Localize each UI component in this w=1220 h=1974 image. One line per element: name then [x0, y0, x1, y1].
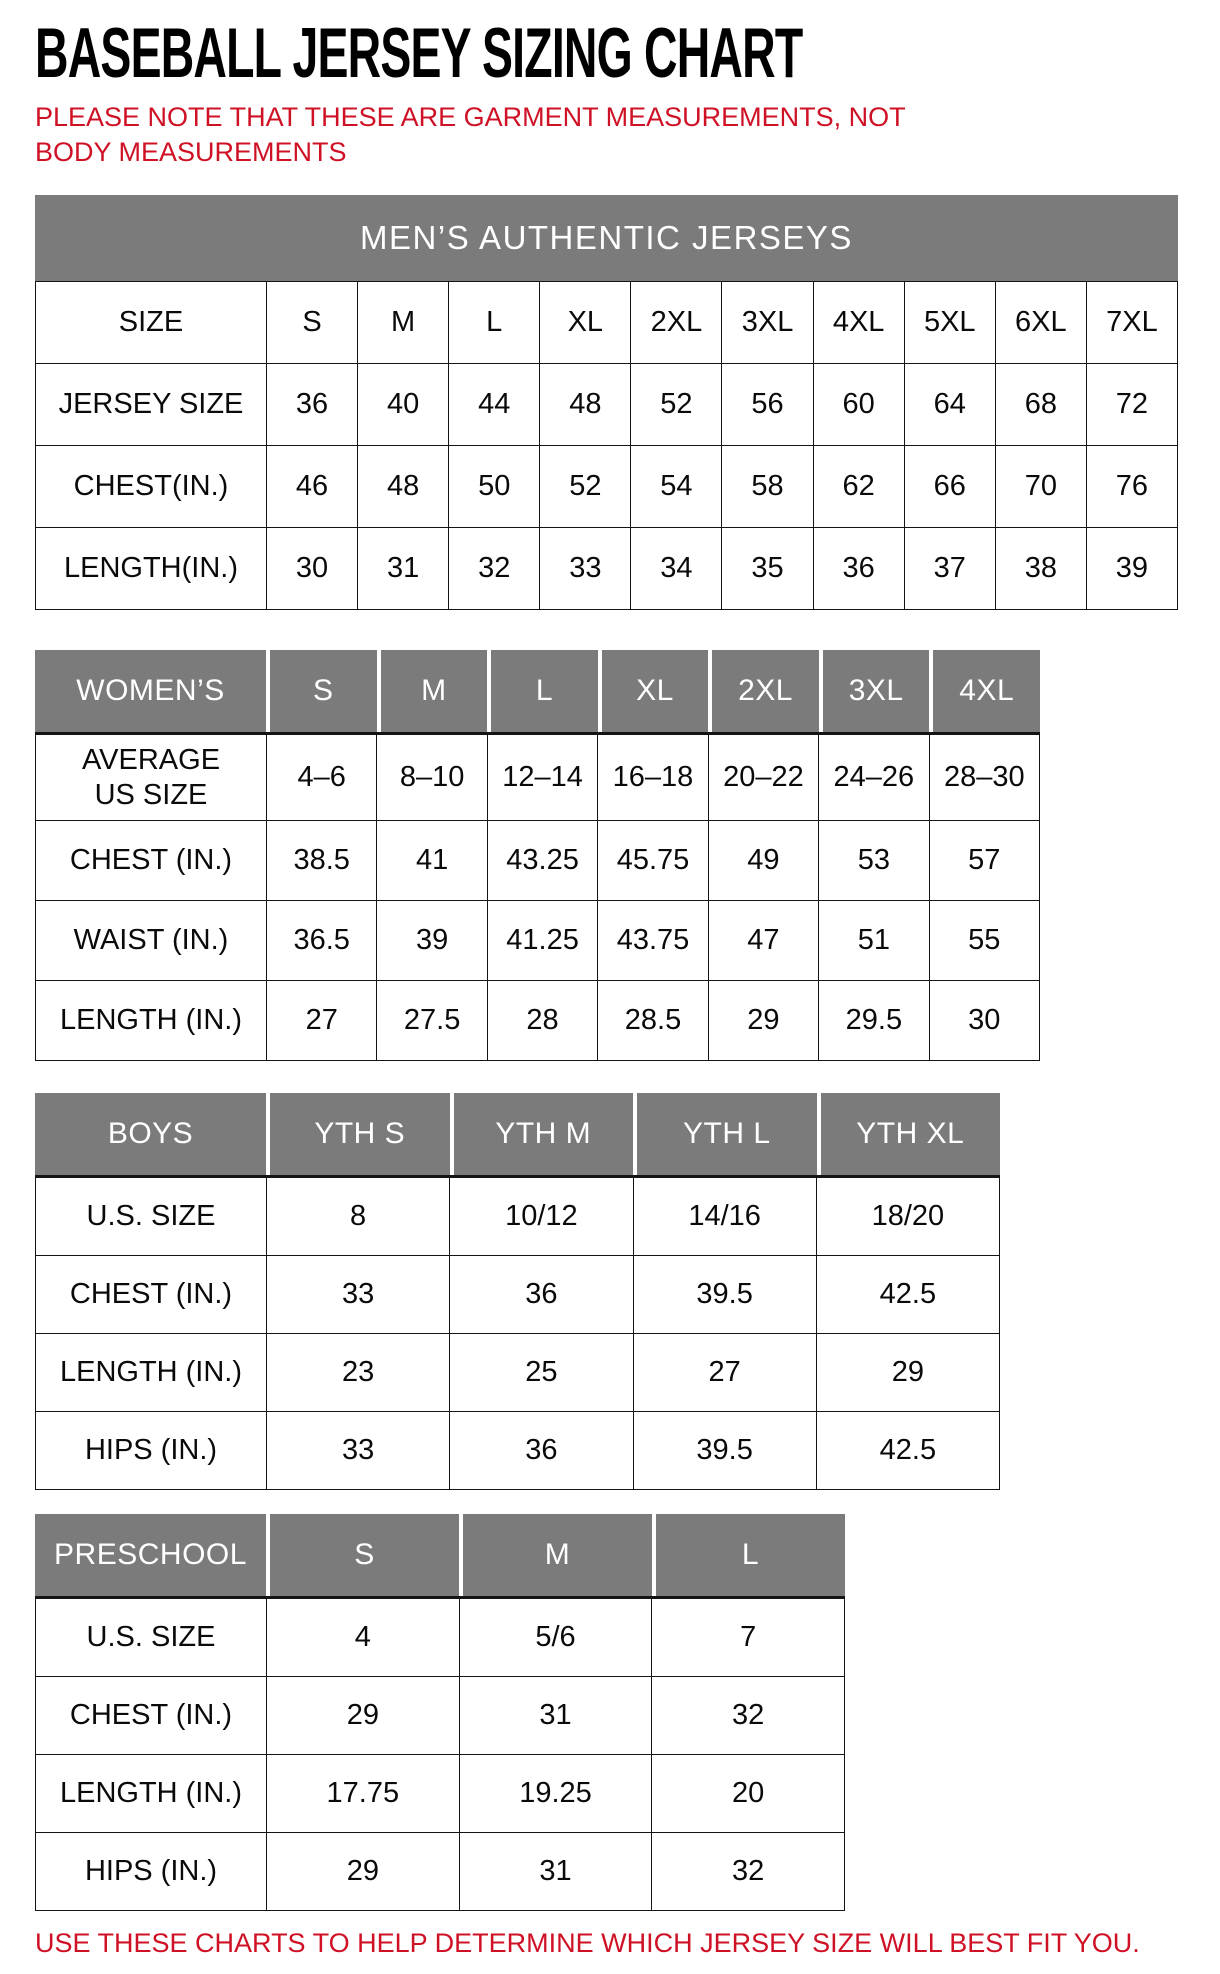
table-cell: 36 [267, 364, 358, 446]
table-cell: 32 [449, 528, 540, 610]
table-cell: 56 [722, 364, 813, 446]
table-cell: 27.5 [377, 981, 487, 1061]
table-cell: 39.5 [634, 1412, 817, 1490]
table-cell: 36 [450, 1412, 633, 1490]
table-cell: 32 [652, 1677, 845, 1755]
table-cell: 46 [267, 446, 358, 528]
table-cell: 16–18 [598, 735, 708, 821]
column-header: 2XL [631, 282, 722, 364]
table-cell: 42.5 [817, 1256, 1000, 1334]
boys-table [35, 1093, 1190, 1490]
table-cell: 31 [358, 528, 449, 610]
column-header: 4XL [929, 650, 1040, 732]
row-label: U.S. SIZE [36, 1599, 267, 1677]
column-header: L [487, 650, 598, 732]
table-cell: 66 [905, 446, 996, 528]
table-cell: 52 [631, 364, 722, 446]
table-cell: 4–6 [267, 735, 377, 821]
table-cell: 33 [267, 1256, 450, 1334]
table-cell: 72 [1087, 364, 1178, 446]
table-cell: 32 [652, 1833, 845, 1911]
womens-table [35, 650, 1190, 1061]
row-label: LENGTH (IN.) [36, 1755, 267, 1833]
table-cell: 4 [267, 1599, 460, 1677]
table-cell: 52 [540, 446, 631, 528]
row-label: U.S. SIZE [36, 1178, 267, 1256]
table-cell: 55 [930, 901, 1040, 981]
preschool-table-grid [35, 1599, 845, 1911]
table-header-label: WOMEN’S [35, 650, 266, 732]
table-cell: 29 [267, 1677, 460, 1755]
table-cell: 33 [540, 528, 631, 610]
row-label: LENGTH (IN.) [36, 1334, 267, 1412]
table-cell: 58 [722, 446, 813, 528]
column-header: M [358, 282, 449, 364]
table-cell: 39 [1087, 528, 1178, 610]
column-header: 2XL [708, 650, 819, 732]
table-cell: 23 [267, 1334, 450, 1412]
table-cell: 39 [377, 901, 487, 981]
table-cell: 40 [358, 364, 449, 446]
womens-table-grid [35, 735, 1040, 1061]
table-cell: 33 [267, 1412, 450, 1490]
page-title [35, 13, 1190, 93]
table-header-label: BOYS [35, 1093, 266, 1175]
column-header: YTH L [633, 1093, 817, 1175]
row-label [36, 735, 267, 821]
table-cell: 76 [1087, 446, 1178, 528]
table-cell: 54 [631, 446, 722, 528]
column-header: XL [598, 650, 709, 732]
table-cell: 34 [631, 528, 722, 610]
table-cell: 14/16 [634, 1178, 817, 1256]
column-header: 3XL [722, 282, 813, 364]
table-cell: 5/6 [460, 1599, 653, 1677]
row-label: CHEST (IN.) [36, 1256, 267, 1334]
table-cell: 31 [460, 1833, 653, 1911]
column-header: S [267, 282, 358, 364]
table-header-label: PRESCHOOL [35, 1514, 266, 1596]
column-header: YTH S [266, 1093, 450, 1175]
garment-note-text: PLEASE NOTE THAT THESE ARE GARMENT MEASUREMENTS, NOT BODY MEASUREMENTS [35, 102, 906, 167]
table-cell: 12–14 [488, 735, 598, 821]
table-cell: 42.5 [817, 1412, 1000, 1490]
table-cell: 28–30 [930, 735, 1040, 821]
column-header: M [459, 1514, 652, 1596]
column-header: YTH M [450, 1093, 634, 1175]
column-header: M [377, 650, 488, 732]
column-header: 4XL [814, 282, 905, 364]
row-label-text: AVERAGE US SIZE [81, 744, 221, 811]
table-cell: 30 [930, 981, 1040, 1061]
column-header: XL [540, 282, 631, 364]
table-cell: 27 [267, 981, 377, 1061]
table-cell: 20 [652, 1755, 845, 1833]
table-cell: 57 [930, 821, 1040, 901]
table-cell: 20–22 [709, 735, 819, 821]
table-cell: 37 [905, 528, 996, 610]
row-label: LENGTH (IN.) [36, 981, 267, 1061]
preschool-table [35, 1514, 1190, 1911]
table-cell: 10/12 [450, 1178, 633, 1256]
boys-table-header [35, 1093, 1000, 1178]
table-cell: 28 [488, 981, 598, 1061]
table-cell: 27 [634, 1334, 817, 1412]
table-cell: 47 [709, 901, 819, 981]
table-cell: 38 [996, 528, 1087, 610]
row-label: HIPS (IN.) [36, 1833, 267, 1911]
row-label: HIPS (IN.) [36, 1412, 267, 1490]
table-cell: 29 [817, 1334, 1000, 1412]
table-cell: 48 [540, 364, 631, 446]
table-cell: 41 [377, 821, 487, 901]
table-cell: 8 [267, 1178, 450, 1256]
table-cell: 35 [722, 528, 813, 610]
mens-table [35, 195, 1190, 610]
table-cell: 68 [996, 364, 1087, 446]
column-header: S [266, 650, 377, 732]
footer-note-text: USE THESE CHARTS TO HELP DETERMINE WHICH JERSEY SIZE WILL BEST FIT YOU. [35, 1928, 1140, 1959]
table-cell: 31 [460, 1677, 653, 1755]
table-cell: 36 [814, 528, 905, 610]
column-header: 7XL [1087, 282, 1178, 364]
table-cell: 7 [652, 1599, 845, 1677]
row-label: CHEST(IN.) [36, 446, 267, 528]
table-cell: 39.5 [634, 1256, 817, 1334]
table-cell: 29.5 [819, 981, 929, 1061]
table-cell: 45.75 [598, 821, 708, 901]
table-cell: 8–10 [377, 735, 487, 821]
table-cell: 44 [449, 364, 540, 446]
column-header: 5XL [905, 282, 996, 364]
table-cell: 36.5 [267, 901, 377, 981]
table-cell: 25 [450, 1334, 633, 1412]
table-cell: 43.25 [488, 821, 598, 901]
row-label: JERSEY SIZE [36, 364, 267, 446]
mens-table-title-band: MEN’S AUTHENTIC JERSEYS [35, 195, 1178, 281]
column-header: 3XL [819, 650, 930, 732]
table-cell: 29 [267, 1833, 460, 1911]
table-cell: 19.25 [460, 1755, 653, 1833]
row-label: CHEST (IN.) [36, 1677, 267, 1755]
row-label: WAIST (IN.) [36, 901, 267, 981]
table-cell: 64 [905, 364, 996, 446]
table-cell: 17.75 [267, 1755, 460, 1833]
row-label: LENGTH(IN.) [36, 528, 267, 610]
table-cell: 24–26 [819, 735, 929, 821]
table-cell: 36 [450, 1256, 633, 1334]
table-cell: 48 [358, 446, 449, 528]
table-cell: 60 [814, 364, 905, 446]
table-cell: 49 [709, 821, 819, 901]
table-cell: 50 [449, 446, 540, 528]
preschool-table-header [35, 1514, 845, 1599]
column-header: 6XL [996, 282, 1087, 364]
row-label: SIZE [36, 282, 267, 364]
table-cell: 28.5 [598, 981, 708, 1061]
table-cell: 70 [996, 446, 1087, 528]
table-cell: 53 [819, 821, 929, 901]
table-cell: 62 [814, 446, 905, 528]
table-cell: 43.75 [598, 901, 708, 981]
column-header: YTH XL [817, 1093, 1001, 1175]
table-cell: 29 [709, 981, 819, 1061]
table-cell: 18/20 [817, 1178, 1000, 1256]
womens-table-header [35, 650, 1040, 735]
column-header: L [449, 282, 540, 364]
page-title-text: BASEBALL JERSEY SIZING CHART [35, 13, 803, 93]
table-cell: 30 [267, 528, 358, 610]
table-cell: 51 [819, 901, 929, 981]
column-header: S [266, 1514, 459, 1596]
column-header: L [652, 1514, 845, 1596]
table-cell: 38.5 [267, 821, 377, 901]
row-label: CHEST (IN.) [36, 821, 267, 901]
mens-table-grid [35, 281, 1178, 610]
table-cell: 41.25 [488, 901, 598, 981]
boys-table-grid [35, 1178, 1000, 1490]
